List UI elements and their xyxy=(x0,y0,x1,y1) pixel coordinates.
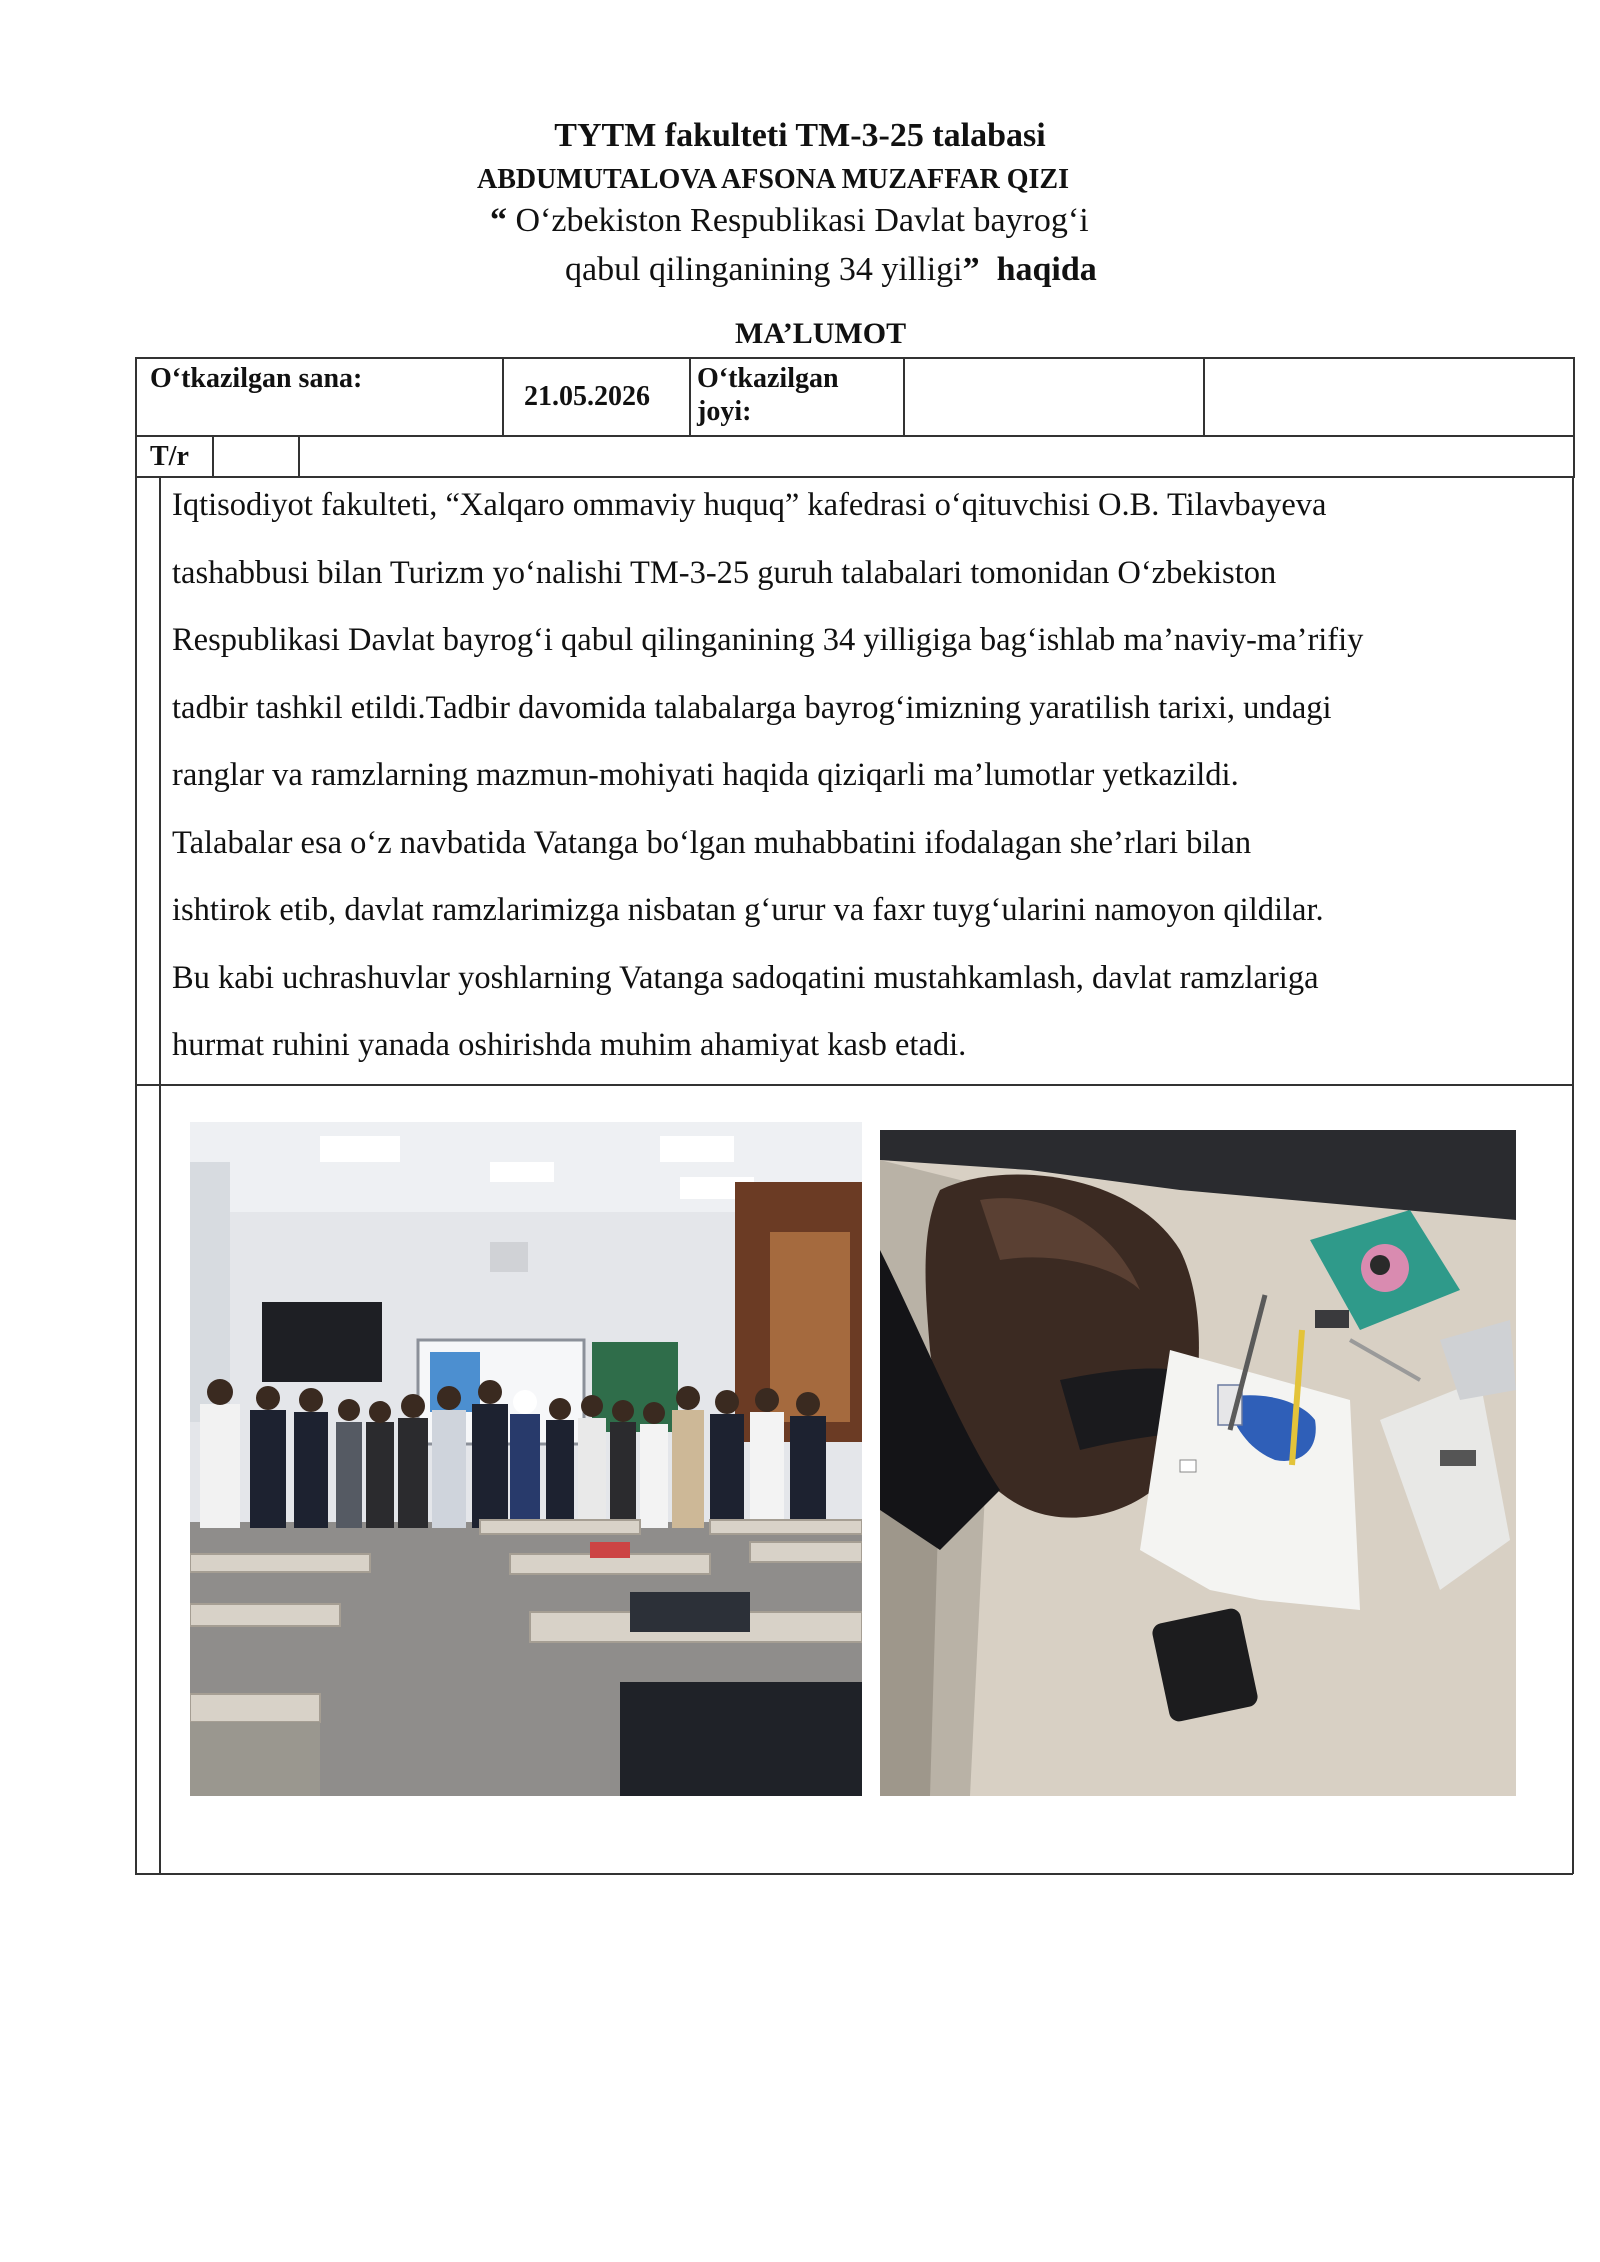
table-rule-tr-2 xyxy=(298,435,300,477)
description-line: ranglar va ramzlarning mazmun-mohiyati haqida qiziqarli ma’lumotlar yetkazildi. xyxy=(172,757,1239,793)
table-rule-row3 xyxy=(135,1084,1573,1086)
table-rule-col4 xyxy=(903,357,905,436)
description-line: Respublikasi Davlat bayrog‘i qabul qilinganining 34 yilligiga bag‘ishlab ma’naviy-ma’rifiy xyxy=(172,622,1364,658)
date-value: 21.05.2026 xyxy=(524,381,650,412)
topic-tail: haqida xyxy=(996,251,1097,288)
header-line-faculty: TYTM fakulteti TM-3-25 talabasi xyxy=(554,117,1046,154)
photo-student-drawing xyxy=(880,1130,1516,1796)
header-topic-line-2 xyxy=(565,251,1097,289)
description-line: Bu kabi uchrashuvlar yoshlarning Vatanga sadoqatini mustahkamlash, davlat ramzlariga xyxy=(172,959,1319,996)
table-rule-top xyxy=(135,357,1575,359)
table-rule-right-top xyxy=(1573,357,1575,477)
place-label-2: joyi: xyxy=(697,396,752,427)
table-rule-bottom xyxy=(135,1873,1573,1875)
table-rule-tr-1 xyxy=(212,435,214,477)
table-rule-right xyxy=(1572,476,1574,1874)
table-rule-col5 xyxy=(1203,357,1205,436)
table-rule-row1 xyxy=(135,435,1575,437)
table-rule-inner-left xyxy=(159,476,161,1874)
description-line: ishtirok etib, davlat ramzlarimizga nisbatan g‘urur va faxr tuyg‘ularini namoyon qildilar. xyxy=(172,892,1324,928)
table-rule-col2 xyxy=(502,357,504,436)
table-rule-left xyxy=(135,357,137,1874)
description-line: hurmat ruhini yanada oshirishda muhim ahamiyat kasb etadi. xyxy=(172,1027,967,1063)
description-line: Iqtisodiyot fakulteti, “Xalqaro ommaviy huquq” kafedrasi o‘qituvchisi O.B. Tilavbayeva xyxy=(172,487,1327,523)
header-topic-line-1 xyxy=(490,202,1089,240)
close-quote: ” xyxy=(962,251,980,288)
open-quote: “ xyxy=(490,202,507,239)
description-line: Talabalar esa o‘z navbatida Vatanga bo‘lgan muhabbatini ifodalagan she’rlari bilan xyxy=(172,824,1252,861)
document-title: MA’LUMOT xyxy=(735,317,907,350)
event-description xyxy=(172,472,1567,1080)
description-line: tashabbusi bilan Turizm yo‘nalishi TM-3-25 guruh talabalari tomonidan O‘zbekiston xyxy=(172,554,1277,591)
table-rule-col3 xyxy=(689,357,691,436)
header-student-name: ABDUMUTALOVA AFSONA MUZAFFAR QIZI xyxy=(477,164,1069,195)
description-line: tadbir tashkil etildi.Tadbir davomida talabalarga bayrog‘imizning yaratilish tarixi, undagi xyxy=(172,689,1332,726)
photo-group-classroom xyxy=(190,1122,862,1796)
tr-label: T/r xyxy=(150,441,189,472)
date-label: O‘tkazilgan sana: xyxy=(150,363,363,394)
place-label-1: O‘tkazilgan xyxy=(697,363,839,394)
topic-text-2: qabul qilinganining 34 yilligi xyxy=(565,251,963,288)
topic-text-1: O‘zbekiston Respublikasi Davlat bayrog‘i xyxy=(507,202,1089,239)
